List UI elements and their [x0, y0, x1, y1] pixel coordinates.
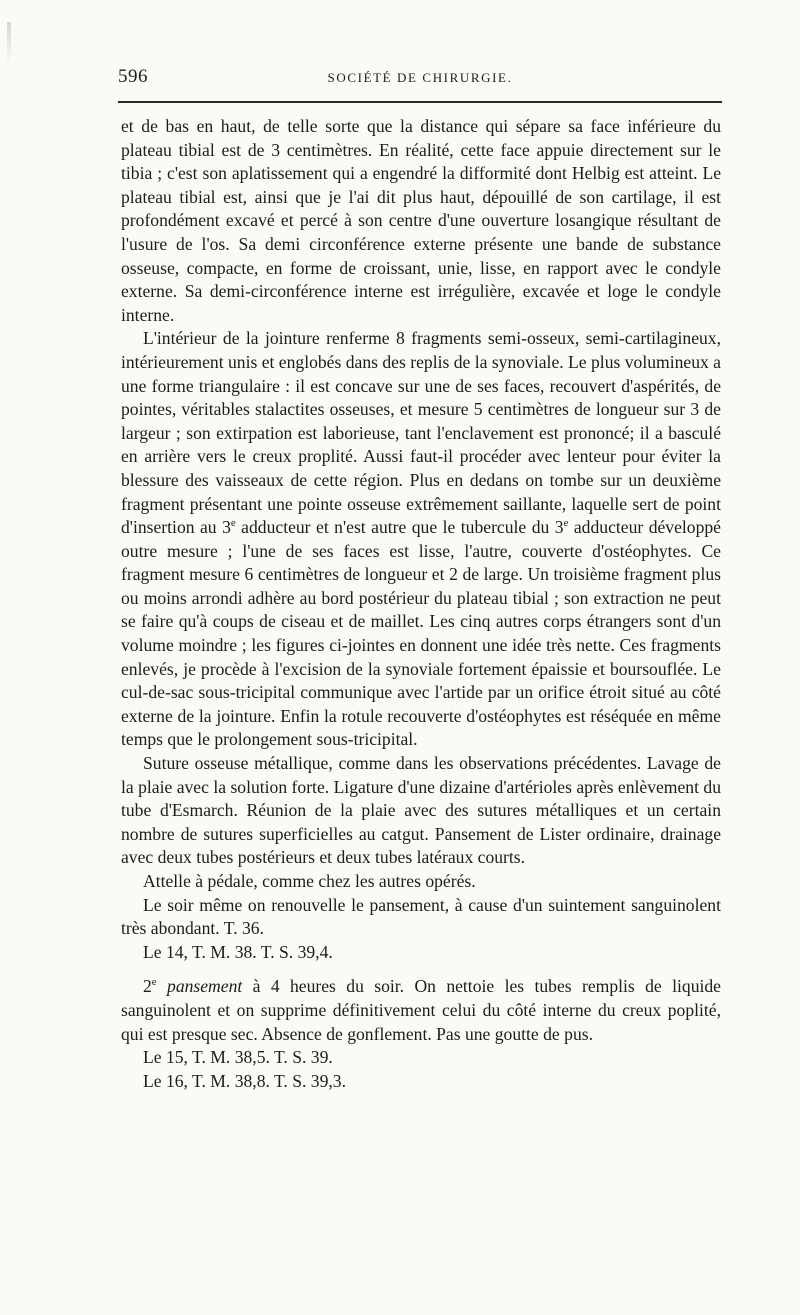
paragraph-joint-fragments	[121, 327, 721, 752]
body-text	[121, 115, 721, 1093]
header-rule	[118, 101, 722, 103]
paragraph-text: 2	[143, 976, 152, 997]
paragraph-text: adducteur et n'est autre que le tubercule du 3	[235, 517, 564, 538]
superscript: e	[563, 517, 569, 530]
paragraph-text: à 4 heures du soir. On nettoie les tubes remplis de liquide sanguinolent et on supprime définitivement celui du côté interne du creux poplité, qui est presque sec. Absence de gonflement. Pas une goutte de pus.	[121, 976, 721, 1044]
superscript: e	[151, 976, 157, 989]
scan-edge-mark	[7, 22, 11, 66]
italic-term: pansement	[167, 976, 243, 997]
page-number: 596	[118, 66, 148, 87]
paragraph-temperature-16: Le 16, T. M. 38,8. T. S. 39,3.	[143, 1070, 346, 1091]
paragraph-suture: Suture osseuse métallique, comme dans les observations précédentes. Lavage de la plaie avec la solution forte. Ligature d'une dizaine d'artérioles après enlèvement du tube d'Esmarch. Réunion de la plaie avec des sutures métalliques et un certain nombre de sutures superficielles au catgut. Pansement de Lister ordinaire, drainage avec deux tubes postérieurs et deux tubes latéraux courts.	[121, 753, 721, 868]
superscript: e	[230, 517, 236, 530]
paragraph-temperature-14: Le 14, T. M. 38. T. S. 39,4.	[143, 941, 333, 962]
paragraph-splint: Attelle à pédale, comme chez les autres opérés.	[143, 871, 476, 891]
paragraph-specimen-description: et de bas en haut, de telle sorte que la distance qui sépare sa face inférieure du plateau tibial est de 3 centimètres. En réalité, cette face appuie directement sur le tibia ; c'est son aplatissement qui a engendré la difformité dont Helbig est atteint. Le plateau tibial est, ainsi que je l'ai dit plus haut, dépouillé de son cartilage, il est profondément excavé et percé à son centre d'une ouverture losangique résultant de l'usure de l'os. Sa demi circonférence externe présente une bande de substance osseuse, compacte, en forme de croissant, unie, lisse, en rapport avec le condyle externe. Sa demi-circonférence interne est irrégulière, excavée et loge le condyle interne.	[121, 116, 721, 325]
running-title: SOCIÉTÉ DE CHIRURGIE.	[327, 70, 513, 85]
paragraph-second-dressing	[121, 975, 721, 1046]
paragraph-text: L'intérieur de la jointure renferme 8 fragments semi-osseux, semi-cartilagineux, intérieurement unis et englobés dans des replis de la synoviale. Le plus volumineux a une forme triangulaire : il est concave sur une de ses faces, recouvert d'aspérités, de pointes, véritables stalactites osseuses, et mesure 5 centimètres de longueur sur 3 de largeur ; son extirpation est laborieuse, tant l'enclavement est prononcé; il a basculé en arrière vers le creux proplité. Aussi faut-il procéder avec lenteur pour éviter la blessure des vaisseaux de cette région. Plus en dedans on tombe sur un deuxième fragment présentant une pointe osseuse extrêmement saillante, laquelle sert de point d'insertion au 3	[121, 328, 721, 538]
paragraph-text: adducteur développé outre mesure ; l'une de ses faces est lisse, l'autre, couverte d'ostéophytes. Ce fragment mesure 6 centimètres de longueur et 2 de large. Un troisième fragment plus ou moins arrondi adhère au bord postérieur du plateau tibial ; son extraction ne peut se faire qu'à coups de ciseau et de maillet. Les cinq autres corps étrangers sont d'un volume moindre ; les figures ci-jointes en donnent une idée très nette. Ces fragments enlevés, je procède à l'excision de la synoviale fortement épaissie et boursouflée. Le cul-de-sac sous-tricipital communique avec l'artide par un orifice étroit situé au côté externe de la jointure. Enfin la rotule recouverte d'ostéophytes est réséquée en même temps que le prolongement sous-tricipital.	[121, 517, 721, 750]
page-header	[118, 66, 722, 96]
paragraph-temperature-15: Le 15, T. M. 38,5. T. S. 39.	[143, 1047, 333, 1068]
paragraph-evening-dressing: Le soir même on renouvelle le pansement, à cause d'un suintement sanguinolent très abondant. T. 36.	[121, 894, 721, 939]
